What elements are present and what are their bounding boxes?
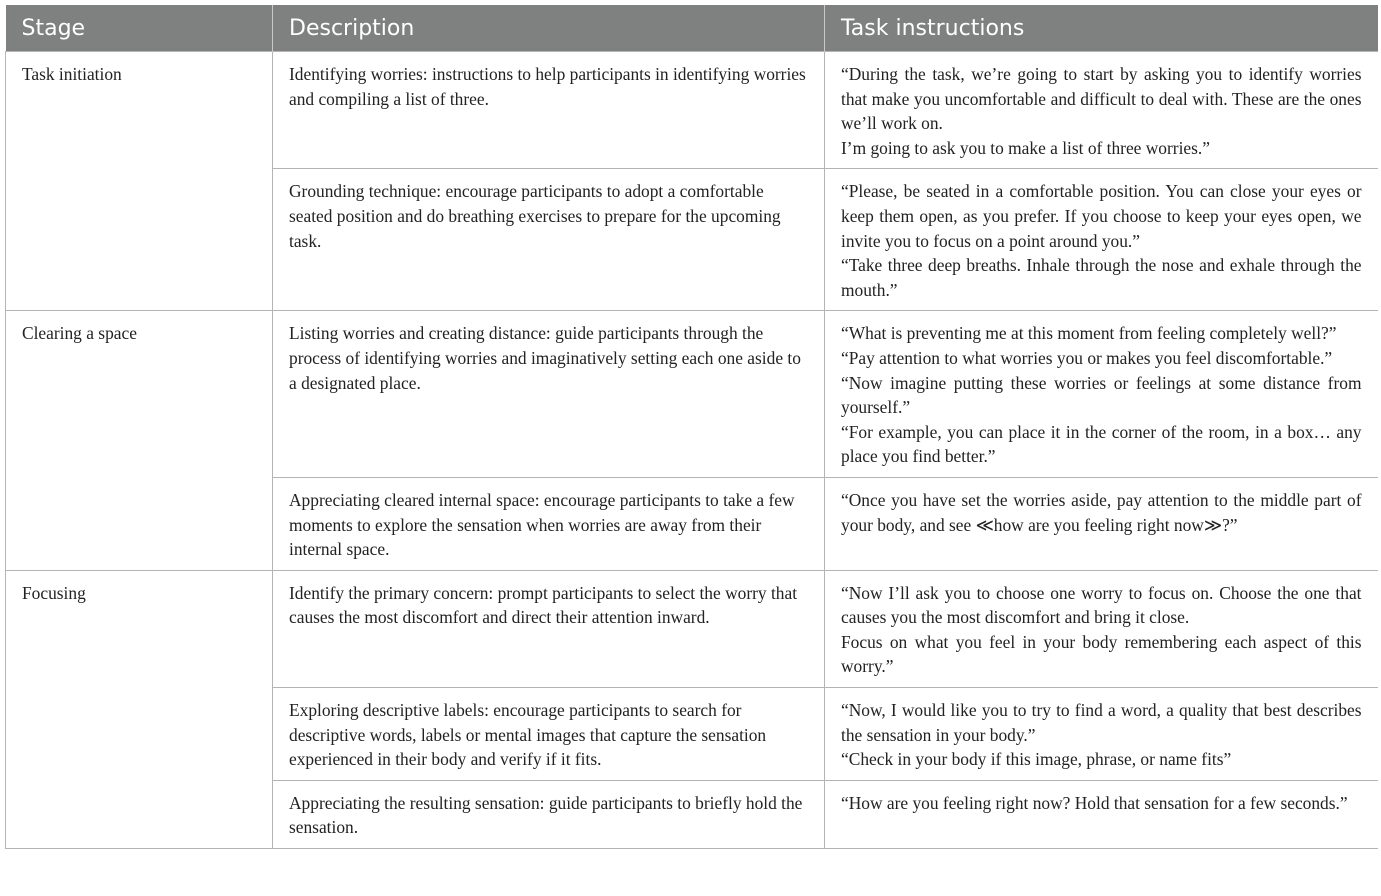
instruction-line: “What is preventing me at this moment from feeling completely well?” bbox=[841, 323, 1337, 344]
instruction-line: “Take three deep breaths. Inhale through the nose and exhale through the mouth.” bbox=[841, 255, 1362, 300]
instruction-line: “Check in your body if this image, phrase, or name fits” bbox=[841, 749, 1232, 770]
instructions-cell bbox=[825, 570, 1378, 687]
instructions-cell bbox=[825, 688, 1378, 781]
table-row bbox=[6, 311, 1378, 478]
instructions-cell bbox=[825, 311, 1378, 478]
instruction-line: “Now, I would like you to try to find a word, a quality that best describes the sensation in your body.” bbox=[841, 700, 1362, 745]
instruction-line: “For example, you can place it in the corner of the room, in a box… any place you find better.” bbox=[841, 421, 1362, 467]
instruction-line: “How are you feeling right now? Hold that sensation for a few seconds.” bbox=[841, 792, 1348, 813]
focusing-task-table bbox=[5, 5, 1378, 849]
instruction-line: I’m going to ask you to make a list of three worries.” bbox=[841, 137, 1210, 158]
header-row bbox=[6, 5, 1378, 52]
stage-cell: Clearing a space bbox=[6, 311, 273, 570]
table-row bbox=[6, 570, 1378, 687]
description-cell: Appreciating the resulting sensation: guide participants to briefly hold the sensation. bbox=[273, 780, 825, 848]
table-row bbox=[6, 52, 1378, 169]
table-header bbox=[6, 5, 1378, 52]
instructions-cell bbox=[825, 780, 1378, 848]
description-cell: Grounding technique: encourage participants to adopt a comfortable seated position and do breathing exercises to prepare for the upcoming task. bbox=[273, 169, 825, 311]
stage-cell: Focusing bbox=[6, 570, 273, 848]
instructions-cell bbox=[825, 169, 1378, 311]
header-description: Description bbox=[273, 5, 825, 52]
header-task-instructions: Task instructions bbox=[825, 5, 1378, 52]
instruction-line: Focus on what you feel in your body remembering each aspect of this worry.” bbox=[841, 631, 1362, 677]
instruction-line: “Now imagine putting these worries or feelings at some distance from yourself.” bbox=[841, 372, 1362, 418]
description-cell: Appreciating cleared internal space: encourage participants to take a few moments to explore the sensation when worries are away from their internal space. bbox=[273, 477, 825, 570]
instruction-line: “Pay attention to what worries you or makes you feel discomfortable.” bbox=[841, 347, 1333, 368]
description-cell: Identifying worries: instructions to help participants in identifying worries and compiling a list of three. bbox=[273, 52, 825, 169]
instruction-line: “During the task, we’re going to start by asking you to identify worries that make you uncomfortable and difficult to deal with. These are the ones we’ll work on. bbox=[841, 64, 1362, 134]
stage-cell: Task initiation bbox=[6, 52, 273, 311]
description-cell: Identify the primary concern: prompt participants to select the worry that causes the most discomfort and direct their attention inward. bbox=[273, 570, 825, 687]
description-cell: Listing worries and creating distance: guide participants through the process of identifying worries and imaginatively setting each one aside to a designated place. bbox=[273, 311, 825, 478]
instruction-line: “Once you have set the worries aside, pay attention to the middle part of your body, and see ≪how are you feeling right now≫?” bbox=[841, 489, 1362, 535]
instruction-line: “Please, be seated in a comfortable position. You can close your eyes or keep them open, as you prefer. If you choose to keep your eyes open, we invite you to focus on a point around you.” bbox=[841, 181, 1362, 251]
table-body bbox=[6, 52, 1378, 849]
instructions-cell bbox=[825, 52, 1378, 169]
header-stage: Stage bbox=[6, 5, 273, 52]
instructions-cell bbox=[825, 477, 1378, 570]
description-cell: Exploring descriptive labels: encourage participants to search for descriptive words, labels or mental images that capture the sensation experienced in their body and verify if it fits. bbox=[273, 688, 825, 781]
instruction-line: “Now I’ll ask you to choose one worry to focus on. Choose the one that causes you the most discomfort and bring it close. bbox=[841, 582, 1362, 628]
